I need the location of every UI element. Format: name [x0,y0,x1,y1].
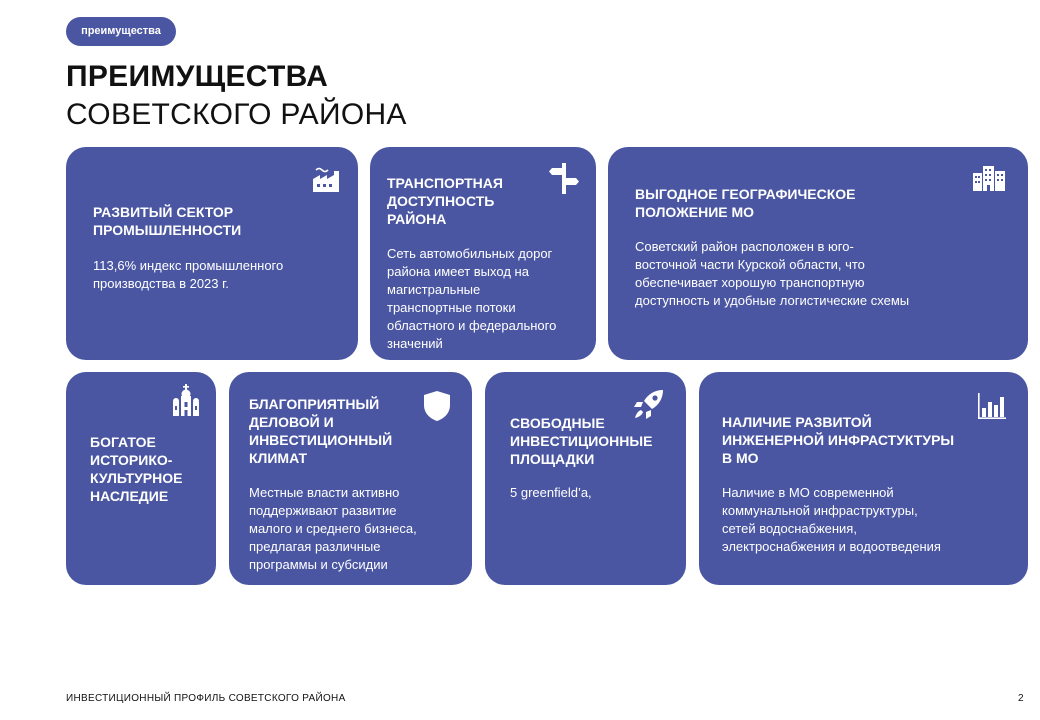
card-transport [370,147,596,360]
card-text: Наличие в МО современной коммунальной инфраструктуры, сетей водоснабжения, электроснабжения и водоотведения [722,485,941,554]
card-industry [66,147,358,360]
card-heritage [66,372,216,585]
shield-icon [423,390,451,422]
card-geography [608,147,1028,360]
page-number: 2 [1018,693,1024,704]
buildings-icon [972,165,1006,191]
card-text: Сеть автомобильных дорог района имеет выход на магистральные транспортные потоки областного и федерального значений [387,246,557,351]
page-title: ПРЕИМУЩЕСТВА [66,60,329,93]
card-title: СВОБОДНЫЕ ИНВЕСТИЦИОННЫЕ ПЛОЩАДКИ [510,415,653,467]
card-text: Местные власти активно поддерживают развитие малого и среднего бизнеса, предлагая различные программы и субсидии [249,485,417,572]
page-subtitle: СОВЕТСКОГО РАЙОНА [66,98,407,131]
card-text: 113,6% индекс промышленного производства в 2023 г. [93,258,284,291]
card-title: БЛАГОПРИЯТНЫЙ ДЕЛОВОЙ И ИНВЕСТИЦИОННЫЙ КЛИМАТ [249,396,393,466]
signpost-icon [548,161,580,195]
card-text: Советский район расположен в юго- восточной части Курской области, что обеспечивает хорошую транспортную доступность и удобные логистические схемы [635,239,910,308]
card-title: ВЫГОДНОЕ ГЕОГРАФИЧЕСКОЕ ПОЛОЖЕНИЕ МО [635,186,856,220]
card-investment-sites [485,372,686,585]
church-icon [171,384,201,416]
bar-chart-icon [977,392,1007,420]
card-title: НАЛИЧИЕ РАЗВИТОЙ ИНЖЕНЕРНОЙ ИНФРАСТУКТУРЫ В МО [722,414,955,466]
section-tag: преимущества [66,17,176,46]
card-title: ТРАНСПОРТНАЯ ДОСТУПНОСТЬ РАЙОНА [387,175,503,227]
card-title: БОГАТОЕ ИСТОРИКО- КУЛЬТУРНОЕ НАСЛЕДИЕ [90,434,183,504]
footer-text: ИНВЕСТИЦИОННЫЙ ПРОФИЛЬ СОВЕТСКОГО РАЙОНА [66,693,346,704]
factory-icon [312,167,342,193]
card-business-climate [229,372,472,585]
card-infrastructure [699,372,1028,585]
card-title: РАЗВИТЫЙ СЕКТОР ПРОМЫШЛЕННОСТИ [93,204,242,238]
card-text: 5 greenfield’a, [510,485,592,500]
